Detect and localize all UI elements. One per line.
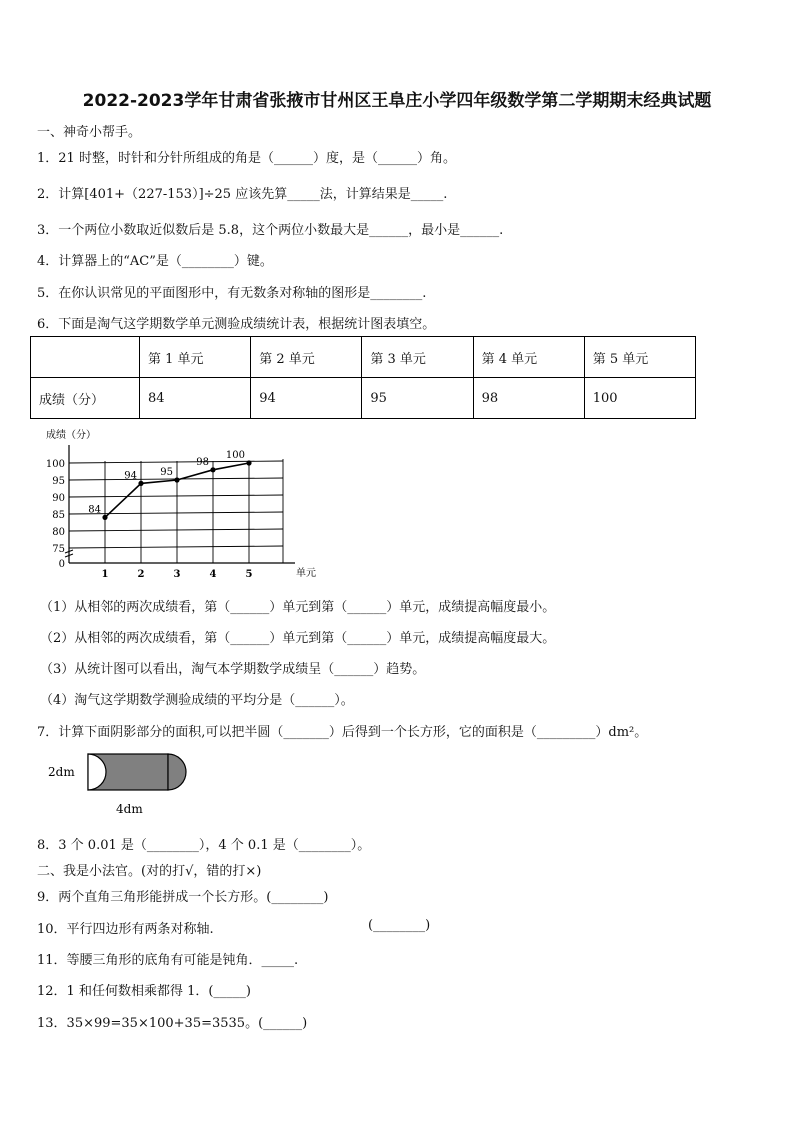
table-header-cell: 第 2 单元 [251,337,362,378]
y-tick-label: 75 [52,544,65,555]
data-point [174,477,179,482]
data-label: 94 [124,470,137,482]
question-5: 5．在你认识常见的平面图形中，有无数条对称轴的图形是________. [37,286,427,301]
y-tick-label: 95 [52,476,65,487]
table-header-row [31,337,696,378]
question-10-answer-blank[interactable]: (________) [368,918,431,933]
data-label: 98 [196,456,209,468]
table-header-cell: 第 3 单元 [362,337,473,378]
y-tick-label: 100 [45,459,65,470]
x-tick-label: 3 [173,569,181,580]
x-tick-label: 4 [209,569,217,580]
y-tick-label: 85 [52,510,65,521]
question-13: 13．35×99=35×100+35=3535。(______) [37,1016,308,1031]
question-8: 8．3 个 0.01 是（________），4 个 0.1 是（________）。 [37,838,371,853]
data-point [210,467,215,472]
x-axis-label: 单元 [296,568,316,579]
shaded-semicircle [168,754,186,790]
data-label: 95 [160,467,173,478]
data-point [102,515,107,520]
table-cell: 98 [473,378,584,419]
question-3: 3．一个两位小数取近似数后是 5.8，这个两位小数最大是______，最小是______. [37,223,504,238]
table-row-label: 成绩（分） [31,378,140,419]
table-header-cell [31,337,140,378]
shaded-figure [40,748,200,820]
grid-line-horizontal [69,546,283,548]
table-header-cell: 第 1 单元 [140,337,251,378]
question-2: 2．计算[401+（227-153）]÷25 应该先算_____法，计算结果是_____. [37,187,448,202]
question-11: 11．等腰三角形的底角有可能是钝角．_____. [37,953,299,968]
section-heading-2: 二、我是小法官。(对的打√，错的打×) [37,864,262,879]
score-table [30,336,696,419]
question-12: 12．1 和任何数相乘都得 1．(_____) [37,984,251,999]
table-cell: 100 [584,378,695,419]
question-6-sub-2: （2）从相邻的两次成绩看，第（______）单元到第（______）单元，成绩提高幅度最大。 [40,631,556,646]
data-label: 84 [88,504,101,516]
table-row [31,378,696,419]
section-heading-1: 一、神奇小帮手。 [37,125,142,140]
question-1: 1．21 时整，时针和分针所组成的角是（______）度，是（______）角。 [37,151,456,166]
x-tick-label: 5 [245,569,253,580]
table-cell: 95 [362,378,473,419]
data-point [246,460,251,465]
table-cell: 84 [140,378,251,419]
question-7: 7．计算下面阴影部分的面积,可以把半圆（_______）后得到一个长方形，它的面积是（_________）dm²。 [37,725,648,740]
data-label: 100 [225,450,245,461]
table-header-cell: 第 4 单元 [473,337,584,378]
score-line-chart [28,426,328,581]
data-point [138,481,143,486]
table-cell: 94 [251,378,362,419]
height-label: 2dm [48,765,75,779]
x-tick-label: 1 [101,569,109,580]
figure-body [88,754,186,790]
grid-line-horizontal [69,529,283,531]
question-6: 6．下面是淘气这学期数学单元测验成绩统计表，根据统计图表填空。 [37,317,436,332]
grid-line-horizontal [69,512,283,514]
y-axis-label: 成绩（分） [46,430,96,441]
question-6-sub-3: （3）从统计图可以看出，淘气本学期数学成绩呈（______）趋势。 [40,662,426,677]
y-tick-label: 90 [52,493,65,504]
width-label: 4dm [116,802,143,816]
page-title: 2022-2023学年甘肃省张掖市甘州区王阜庄小学四年级数学第二学期期末经典试题 [82,91,712,111]
question-6-sub-4: （4）淘气这学期数学测验成绩的平均分是（______）。 [40,693,354,708]
x-tick-label: 2 [137,569,145,580]
question-10: 10．平行四边形有两条对称轴. [37,922,214,937]
y-tick-label: 0 [58,559,65,570]
question-9: 9．两个直角三角形能拼成一个长方形。(________) [37,890,329,905]
grid-line-horizontal [69,495,283,497]
y-tick-label: 80 [52,527,65,538]
question-4: 4．计算器上的“AC”是（________）键。 [37,254,273,269]
question-6-sub-1: （1）从相邻的两次成绩看，第（______）单元到第（______）单元，成绩提高幅度最小。 [40,600,556,615]
table-header-cell: 第 5 单元 [584,337,695,378]
